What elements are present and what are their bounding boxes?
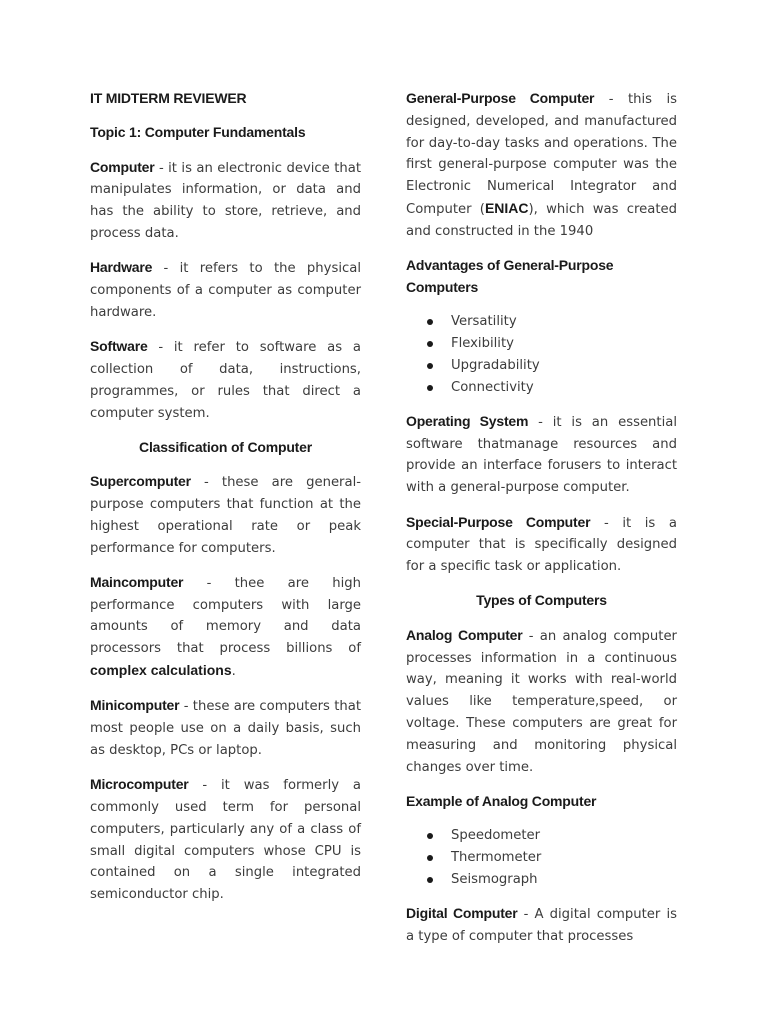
topic-heading: Topic 1: Computer Fundamentals	[90, 124, 306, 141]
bullet-icon	[427, 341, 433, 347]
definition-computer: - it is an electronic device that manipulates information, or data and has the ability to store, retrieve, and process data.	[90, 160, 361, 241]
definition-maincomputer: - thee are high performance computers with large amounts of memory and data processors that process billions of	[90, 575, 361, 657]
term-operating-system: Operating System	[406, 412, 529, 429]
digital-definition	[406, 903, 677, 948]
definition-general-purpose-a: - this is designed, developed, and manufactured for day-to-day tasks and operations. The first general-purpose computer was the Electronic Numerical Integrator and Computer (	[406, 92, 677, 217]
list-item	[406, 311, 677, 333]
term-analog: Analog Computer	[406, 626, 523, 643]
definition-operating-system: - it is an essential software thatmanage resources and provide an interface forusers to interact with a general-purpose computer.	[406, 414, 677, 496]
term-computer: Computer	[90, 158, 155, 175]
complex-calculations-text: complex calculations	[90, 662, 232, 679]
example-label: Seismograph	[451, 871, 538, 887]
definition-hardware: - it refers to the physical components of a computer as computer hardware.	[90, 261, 361, 320]
types-heading: Types of Computers	[476, 592, 607, 609]
right-column	[406, 88, 677, 960]
maincomputer-definition	[90, 572, 361, 683]
classification-heading: Classification of Computer	[139, 438, 312, 455]
minicomputer-definition	[90, 695, 361, 761]
operating-system-definition	[406, 411, 677, 499]
term-software: Software	[90, 338, 148, 355]
software-definition	[90, 336, 361, 424]
list-item	[406, 869, 677, 891]
list-item	[406, 333, 677, 355]
term-maincomputer: Maincomputer	[90, 573, 184, 590]
bullet-icon	[427, 855, 433, 861]
list-item	[406, 355, 677, 377]
advantage-label: Flexibility	[451, 335, 514, 351]
term-minicomputer: Minicomputer	[90, 697, 180, 714]
advantage-label: Versatility	[451, 314, 517, 330]
bullet-icon	[427, 385, 433, 391]
definition-minicomputer: - these are computers that most people use on a daily basis, such as desktop, PCs or laptop.	[90, 699, 361, 758]
definition-special-purpose: - it is a computer that is specifically designed for a specific task or application.	[406, 515, 677, 575]
computer-definition	[90, 157, 361, 245]
document-title: IT MIDTERM REVIEWER	[90, 90, 247, 106]
advantages-heading: Advantages of General-Purpose Computers	[406, 257, 614, 295]
term-supercomputer: Supercomputer	[90, 473, 191, 490]
left-column	[90, 88, 361, 919]
bullet-icon	[427, 319, 433, 325]
term-microcomputer: Microcomputer	[90, 776, 189, 793]
definition-microcomputer: - it was formerly a commonly used term for personal computers, particularly any of a class of small digital computers whose CPU is contained on a single integrated semiconductor chip.	[90, 778, 361, 903]
general-purpose-definition	[406, 88, 677, 243]
list-item	[406, 377, 677, 399]
example-label: Thermometer	[451, 849, 542, 865]
list-item	[406, 847, 677, 869]
example-label: Speedometer	[451, 828, 541, 844]
advantage-label: Connectivity	[451, 379, 534, 395]
supercomputer-definition	[90, 471, 361, 559]
list-item	[406, 825, 677, 847]
advantage-label: Upgradability	[451, 357, 540, 373]
eniac-text: ENIAC	[484, 199, 529, 216]
term-special-purpose: Special-Purpose Computer	[406, 513, 591, 530]
advantages-list	[406, 311, 677, 398]
definition-general-purpose-b: ), which was created and constructed in the 1940	[406, 201, 677, 239]
term-hardware: Hardware	[90, 259, 153, 276]
hardware-definition	[90, 257, 361, 323]
definition-digital: - A digital computer is a type of computer that processes	[406, 907, 677, 944]
special-purpose-definition	[406, 512, 677, 578]
bullet-icon	[427, 833, 433, 839]
maincomputer-period: .	[231, 664, 236, 680]
term-digital: Digital Computer	[406, 905, 518, 921]
definition-supercomputer: - these are general-purpose computers that function at the highest operational rate or peak performance for computers.	[90, 475, 361, 556]
definition-software: - it refer to software as a collection of data, instructions, programmes, or rules that direct a computer system.	[90, 340, 361, 421]
analog-examples-list	[406, 825, 677, 890]
analog-definition	[406, 625, 677, 779]
definition-analog: - an analog computer processes information in a continuous way, meaning it works with real-world values like temperature,speed, or voltage. These computers are great for measuring and monitoring physical changes over time.	[406, 628, 677, 775]
bullet-icon	[427, 363, 433, 369]
bullet-icon	[427, 877, 433, 883]
analog-example-heading: Example of Analog Computer	[406, 792, 597, 809]
term-general-purpose: General-Purpose Computer	[406, 90, 595, 106]
microcomputer-definition	[90, 774, 361, 906]
